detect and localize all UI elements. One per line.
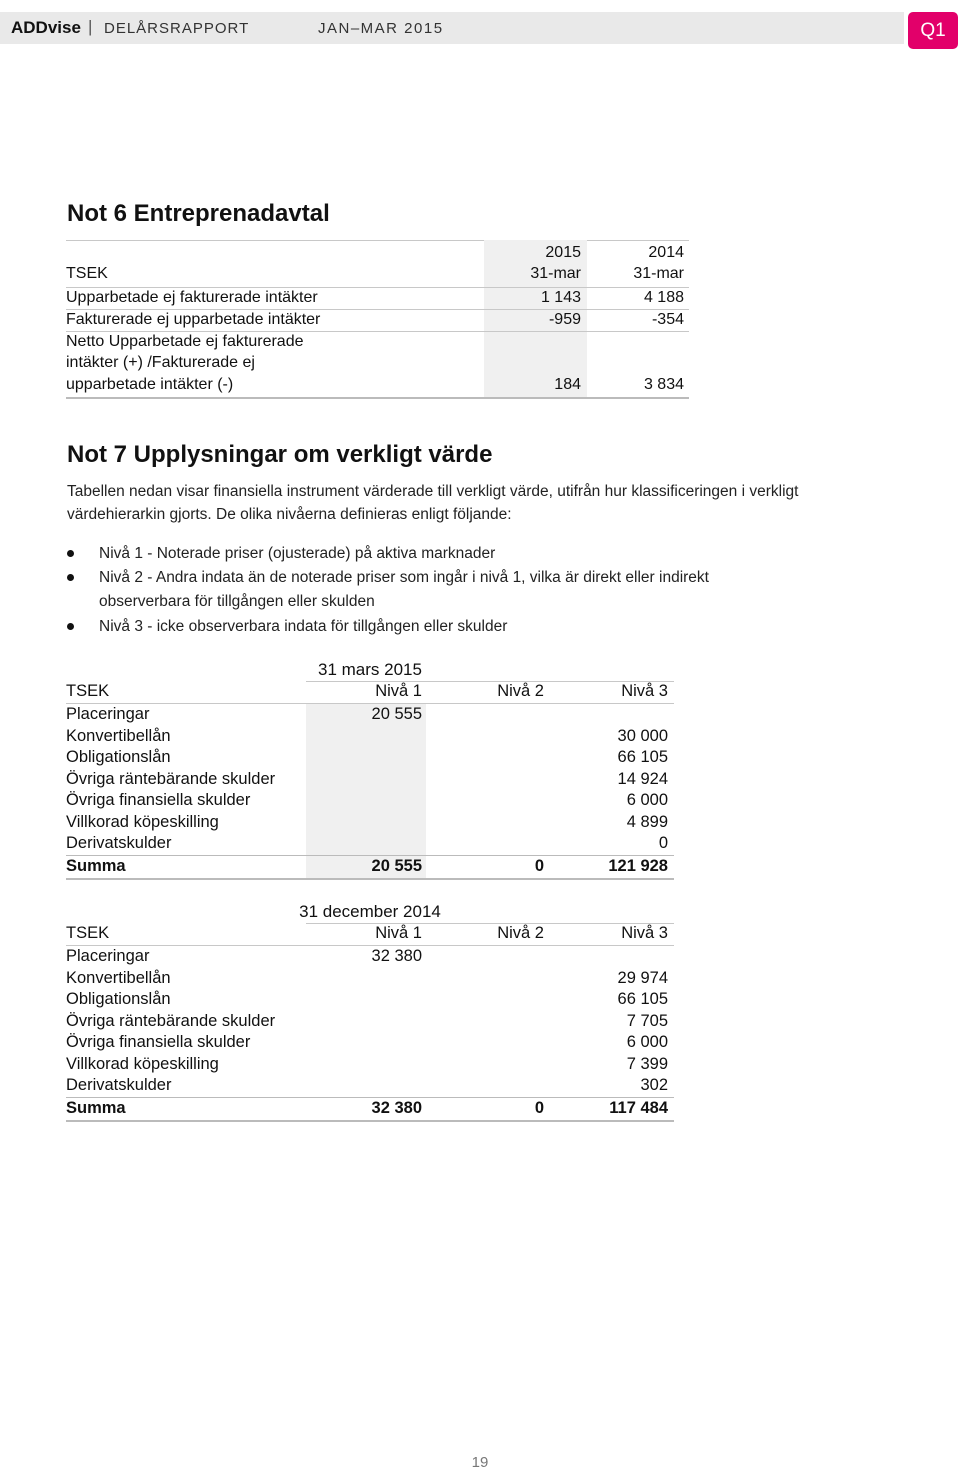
note6-heading: Not 6 Entreprenadavtal xyxy=(67,200,330,227)
sum-nivå-2: 0 xyxy=(534,857,544,875)
unit-label: TSEK xyxy=(66,924,110,942)
level-3-header: Nivå 3 xyxy=(621,682,668,700)
net-label-line: intäkter (+) /Fakturerade ej xyxy=(66,354,255,371)
nivå-3-value: 29 974 xyxy=(617,968,668,987)
nivå-1-value: 32 380 xyxy=(371,947,422,965)
sum-nivå-1: 20 555 xyxy=(371,857,422,875)
page-number: 19 xyxy=(471,1454,489,1471)
list-item-text: Nivå 3 - icke observerbara indata för tillgången eller skulder xyxy=(99,618,508,635)
row-label: Derivatskulder xyxy=(66,1076,172,1094)
row-label: Fakturerade ej upparbetade intäkter xyxy=(66,311,321,328)
row-label: Villkorad köpeskilling xyxy=(66,812,219,831)
nivå-3-value: 302 xyxy=(640,1076,668,1094)
note7-heading: Not 7 Upplysningar om verkligt värde xyxy=(67,441,493,468)
nivå-3-value: 66 105 xyxy=(617,748,668,766)
report-header xyxy=(0,12,904,44)
net-label-line: Netto Upparbetade ej fakturerade xyxy=(66,333,304,350)
table-row xyxy=(66,770,674,791)
sum-nivå-3: 121 928 xyxy=(608,857,668,875)
row-value-2014: 4 188 xyxy=(643,289,684,306)
table-row xyxy=(66,990,674,1011)
paragraph-line: värdehierarkin gjorts. De olika nivåerna definieras enligt följande: xyxy=(67,506,512,523)
level-1-header: Nivå 1 xyxy=(375,924,422,942)
nivå-3-value: 0 xyxy=(658,834,668,852)
nivå-3-value: 66 105 xyxy=(617,990,668,1008)
table-row xyxy=(66,947,674,968)
row-label: Övriga räntebärande skulder xyxy=(66,1011,276,1030)
note7-paragraph xyxy=(67,480,917,526)
list-item-text: Nivå 1 - Noterade priser (ojusterade) på aktiva marknader xyxy=(99,545,496,562)
row-label: Upparbetade ej fakturerade intäkter xyxy=(66,289,318,306)
table-row xyxy=(66,791,674,812)
row-label: Övriga räntebärande skulder xyxy=(66,769,276,788)
brand-name: ADDvise xyxy=(11,18,81,37)
note6-year-2015: 2015 xyxy=(545,244,581,261)
row-value-2015: 1 143 xyxy=(540,289,581,306)
nivå-3-value: 30 000 xyxy=(617,726,668,745)
row-label: Placeringar xyxy=(66,947,150,965)
row-label: Konvertibellån xyxy=(66,968,171,987)
sum-label: Summa xyxy=(66,1099,126,1117)
row-label: Obligationslån xyxy=(66,748,171,766)
table-row xyxy=(66,1055,674,1076)
bullet-icon xyxy=(67,574,74,581)
nivå-3-value: 14 924 xyxy=(617,769,668,788)
table-caption: 31 december 2014 xyxy=(299,902,441,921)
row-label: Villkorad köpeskilling xyxy=(66,1054,219,1073)
table-row xyxy=(66,1012,674,1033)
unit-label: TSEK xyxy=(66,682,110,700)
table-row xyxy=(66,813,674,834)
nivå-1-value: 20 555 xyxy=(371,705,422,723)
row-value-2014: -354 xyxy=(651,311,684,328)
row-label: Placeringar xyxy=(66,705,150,723)
net-value-2015: 184 xyxy=(554,376,581,393)
sum-row xyxy=(66,1099,674,1120)
sum-nivå-2: 0 xyxy=(534,1099,544,1117)
sum-row xyxy=(66,857,674,878)
level-2-header: Nivå 2 xyxy=(497,924,544,942)
row-label: Obligationslån xyxy=(66,990,171,1008)
note6-unit-label: TSEK xyxy=(66,265,108,282)
row-label: Derivatskulder xyxy=(66,834,172,852)
sum-label: Summa xyxy=(66,857,126,875)
report-period: JAN–MAR 2015 xyxy=(318,20,444,37)
row-label: Konvertibellån xyxy=(66,726,171,745)
net-label-line: upparbetade intäkter (-) xyxy=(66,376,234,393)
level-3-header: Nivå 3 xyxy=(621,924,668,942)
table-row xyxy=(66,969,674,990)
table-row xyxy=(66,727,674,748)
report-title: DELÅRSRAPPORT xyxy=(104,20,250,37)
header-separator: | xyxy=(88,17,93,36)
bullet-icon xyxy=(67,550,74,557)
table-row xyxy=(66,705,674,726)
list-item-text: Nivå 2 - Andra indata än de noterade priser som ingår i nivå 1, vilka är direkt eller indirekt xyxy=(99,569,709,586)
row-value-2015: -959 xyxy=(548,311,581,328)
note6-date-2014: 31-mar xyxy=(633,265,684,282)
nivå-3-value: 7 399 xyxy=(626,1054,668,1073)
net-value-2014: 3 834 xyxy=(643,376,684,393)
row-label: Övriga finansiella skulder xyxy=(66,791,251,809)
nivå-3-value: 6 000 xyxy=(626,1033,668,1051)
row-label: Övriga finansiella skulder xyxy=(66,1033,251,1051)
table-row xyxy=(66,1033,674,1054)
table-row xyxy=(66,834,674,855)
note6-date-2015: 31-mar xyxy=(530,265,581,282)
level-2-header: Nivå 2 xyxy=(497,682,544,700)
nivå-3-value: 7 705 xyxy=(626,1011,668,1030)
level-1-header: Nivå 1 xyxy=(375,682,422,700)
table-caption: 31 mars 2015 xyxy=(318,660,422,679)
sum-nivå-1: 32 380 xyxy=(371,1099,422,1117)
nivå-3-value: 4 899 xyxy=(626,812,668,831)
paragraph-line: Tabellen nedan visar finansiella instrument värderade till verkligt värde, utifrån hur klassificeringen i verkligt xyxy=(67,483,799,500)
list-item-text: observerbara för tillgången eller skulden xyxy=(99,593,375,610)
quarter-badge: Q1 xyxy=(908,12,958,49)
table-row xyxy=(66,748,674,769)
sum-nivå-3: 117 484 xyxy=(609,1099,668,1117)
table-row xyxy=(66,1076,674,1097)
nivå-3-value: 6 000 xyxy=(626,791,668,809)
bullet-icon xyxy=(67,623,74,630)
note6-year-2014: 2014 xyxy=(648,244,684,261)
